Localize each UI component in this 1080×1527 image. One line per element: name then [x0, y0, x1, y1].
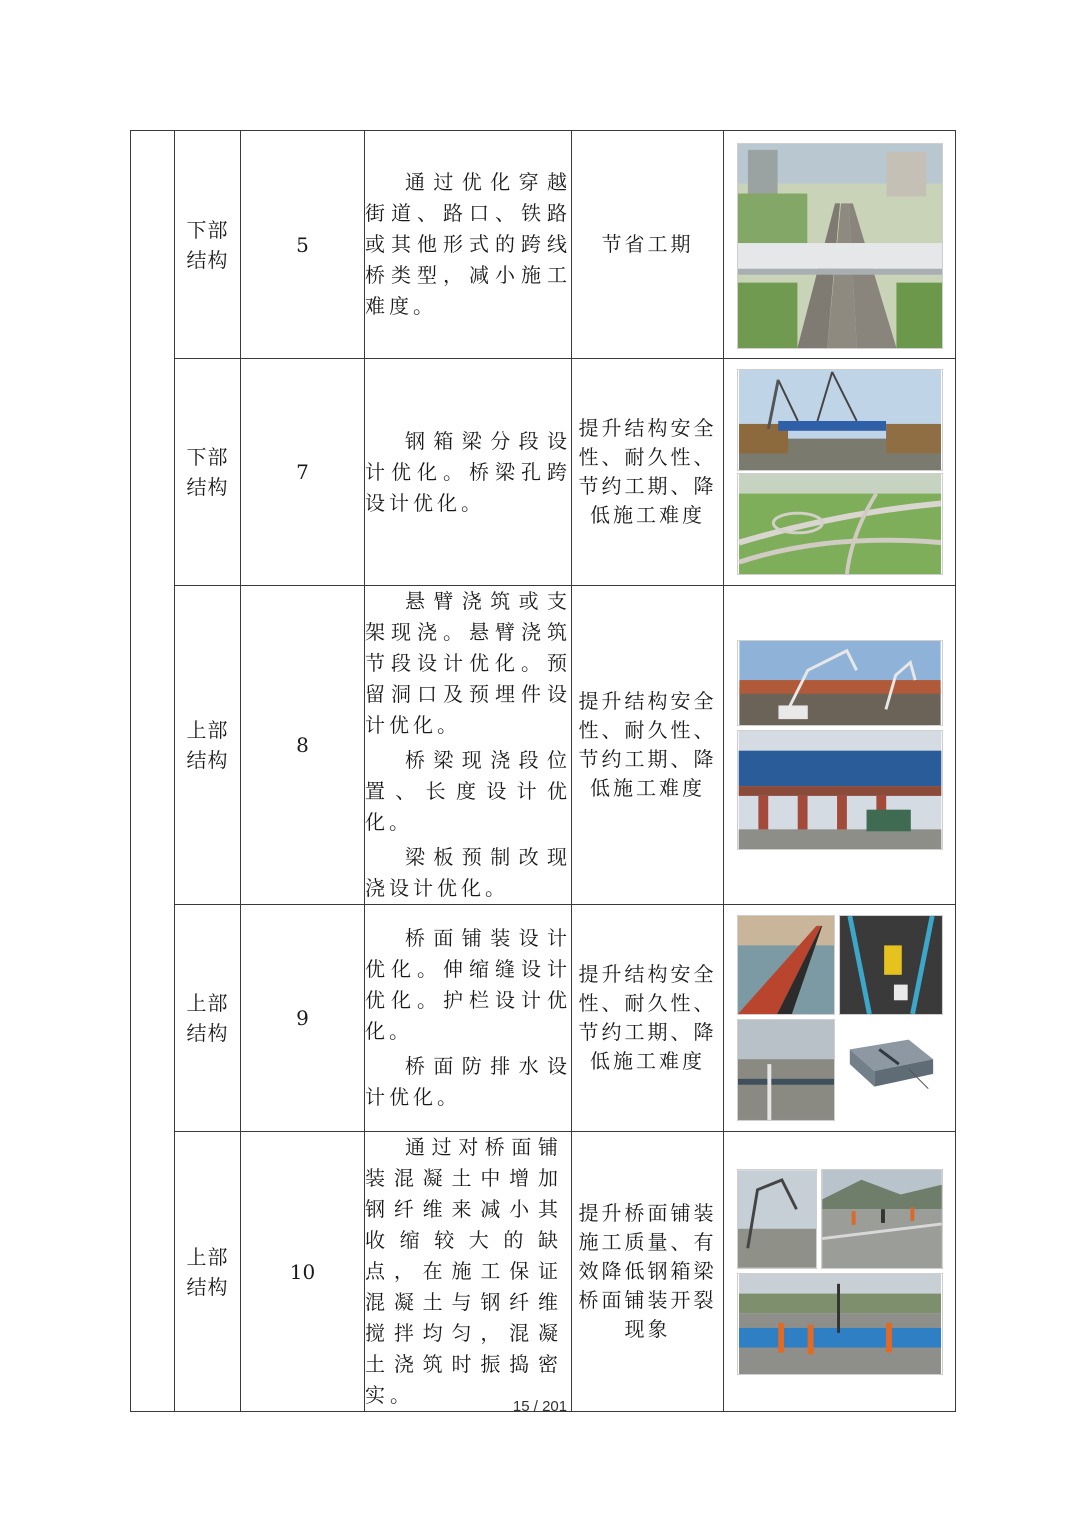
elevated-bridge-over-railway-photo — [737, 143, 943, 349]
interchange-aerial-photo — [737, 473, 943, 575]
image-cell — [724, 586, 956, 905]
description-cell: 桥面铺装设计优化。伸缩缝设计优化。护栏设计优化。 桥面防排水设计优化。 — [365, 905, 572, 1132]
pump-truck-pouring-photo — [737, 1169, 817, 1269]
page-number: 15 / 201 — [512, 1398, 568, 1415]
table-row — [131, 359, 956, 586]
description-cell: 悬臂浇筑或支架现浇。悬臂浇筑节段设计优化。预留洞口及预埋件设计优化。 桥梁现浇段位置、长度设计优化。 梁板预制改现浇设计优化。 — [365, 586, 572, 905]
description-cell: 钢箱梁分段设计优化。桥梁孔跨设计优化。 — [365, 359, 572, 586]
deck-paving-machines-photo — [839, 915, 943, 1015]
cast-in-place-formwork-photo — [737, 730, 943, 850]
image-cell — [724, 131, 956, 359]
image-cell — [724, 905, 956, 1132]
workers-on-deck-photo — [821, 1169, 943, 1269]
category-cell-blank — [131, 131, 175, 1412]
steel-box-girder-lifting-photo — [737, 369, 943, 471]
image-cell — [724, 359, 956, 586]
number-cell: 5 — [241, 131, 365, 359]
effect-cell: 提升结构安全性、耐久性、节约工期、降低施工难度 — [572, 905, 724, 1132]
expansion-joint-diagram — [839, 1019, 943, 1121]
concrete-pumping-on-bridge-photo — [737, 640, 943, 726]
part-cell: 下部 结构 — [175, 359, 241, 586]
image-cell — [724, 1132, 956, 1412]
part-cell: 上部 结构 — [175, 1132, 241, 1412]
effect-cell: 提升桥面铺装施工质量、有效降低钢箱梁桥面铺装开裂现象 — [572, 1132, 724, 1412]
number-cell: 7 — [241, 359, 365, 586]
expansion-joint-photo — [737, 1019, 835, 1121]
number-cell: 8 — [241, 586, 365, 905]
table-row — [131, 905, 956, 1132]
effect-cell: 提升结构安全性、耐久性、节约工期、降低施工难度 — [572, 586, 724, 905]
sea-bridge-deck-photo — [737, 915, 835, 1015]
part-cell: 上部 结构 — [175, 905, 241, 1132]
table-row — [131, 586, 956, 905]
description-cell: 通过优化穿越街道、路口、铁路或其他形式的跨线桥类型，减小施工难度。 — [365, 131, 572, 359]
effect-cell: 提升结构安全性、耐久性、节约工期、降低施工难度 — [572, 359, 724, 586]
part-cell: 上部 结构 — [175, 586, 241, 905]
paving-machine-workers-photo — [737, 1273, 943, 1375]
part-cell: 下部 结构 — [175, 131, 241, 359]
effect-cell: 节省工期 — [572, 131, 724, 359]
description-cell: 通过对桥面铺装混凝土中增加钢纤维来减小其收缩较大的缺点，在施工保证混凝土与钢纤维搅拌均匀，混凝土浇筑时振捣密实。 — [365, 1132, 572, 1412]
table-row — [131, 131, 956, 359]
number-cell: 10 — [241, 1132, 365, 1412]
optimization-table — [130, 130, 956, 1412]
table-row — [131, 1132, 956, 1412]
number-cell: 9 — [241, 905, 365, 1132]
